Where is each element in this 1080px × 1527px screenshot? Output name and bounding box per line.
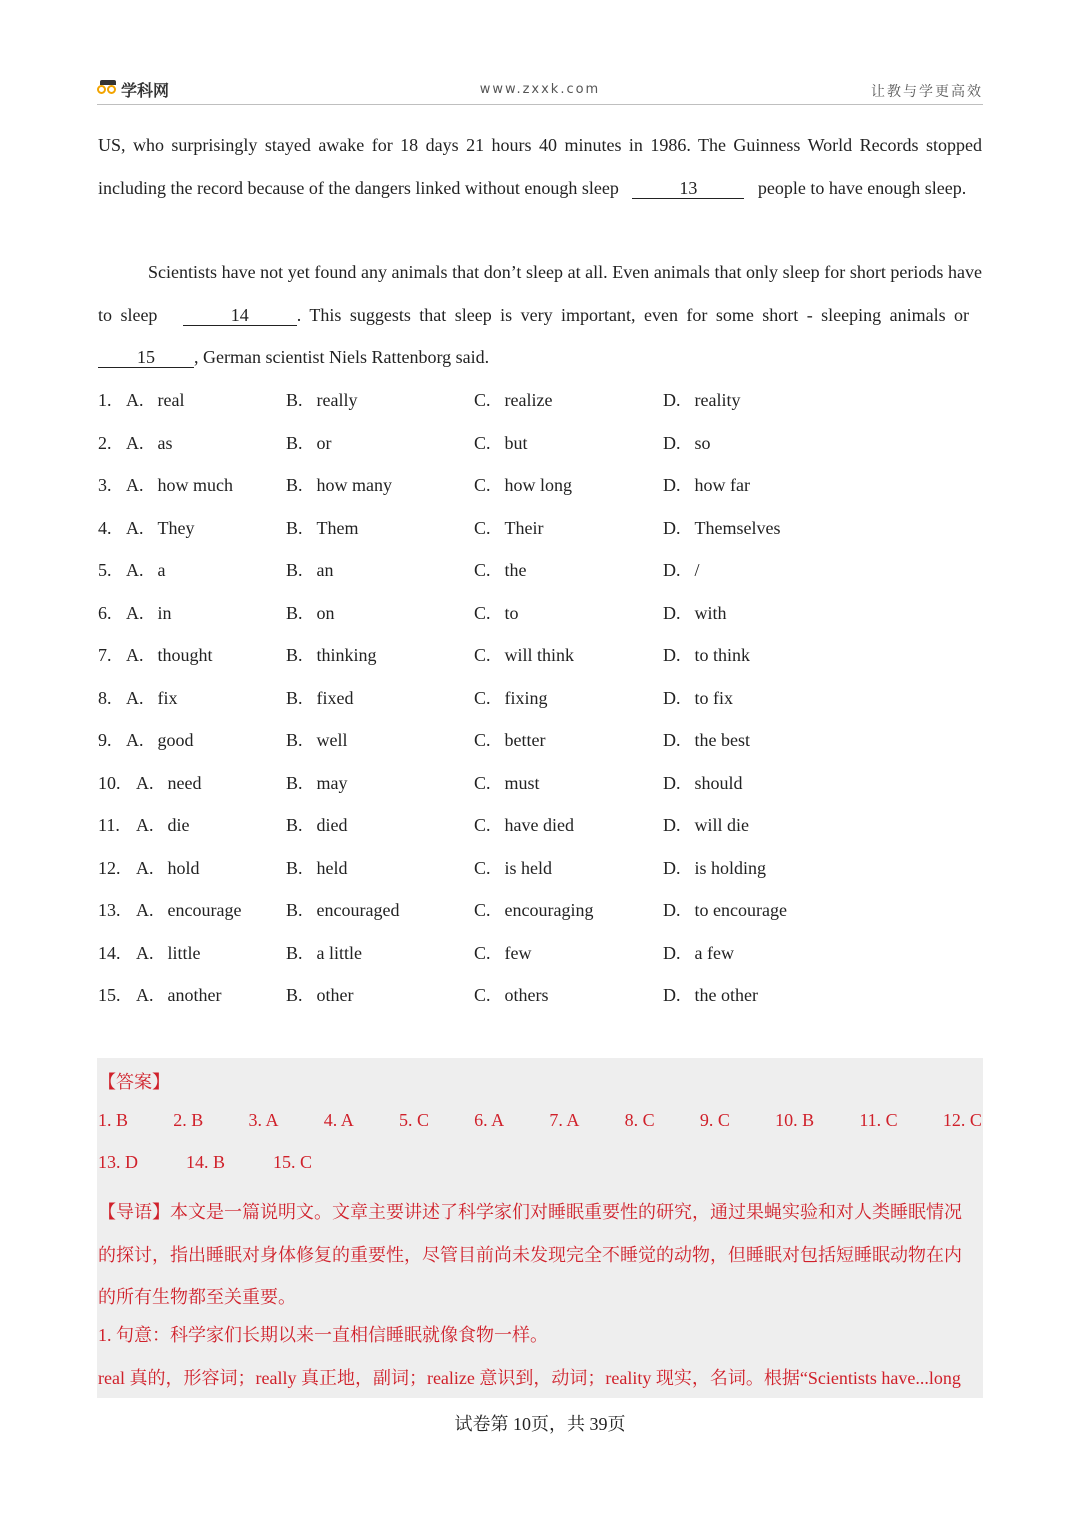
option-a [136, 932, 201, 975]
site-url: www.zxxk.com [479, 82, 601, 97]
option-a [126, 422, 173, 465]
option-b [286, 804, 348, 847]
option-b [286, 592, 335, 635]
option-letter: D. [663, 900, 681, 920]
answer-item: 15. C [273, 1152, 313, 1172]
blank-14: 14 [183, 305, 297, 326]
option-text: the other [694, 985, 758, 1005]
option-text: few [504, 942, 532, 963]
option-c [474, 549, 527, 592]
page-footer: 试卷第 10页，共 39页 [454, 1414, 626, 1434]
answer-note-1: 1. 句意：科学家们长期以来一直相信睡眠就像食物一样。 [98, 1325, 548, 1345]
option-c [474, 592, 519, 635]
option-letter: B. [286, 942, 303, 963]
option-letter: D. [663, 602, 681, 623]
option-text: to encourage [694, 900, 787, 920]
option-row [98, 507, 982, 550]
option-text: so [694, 432, 711, 453]
passage-paragraph-1 [98, 124, 982, 209]
option-letter: A. [126, 687, 144, 708]
option-row [98, 422, 982, 465]
option-text: how many [316, 475, 393, 495]
option-text: fix [157, 687, 178, 708]
option-row [98, 974, 982, 1017]
option-row [98, 677, 982, 720]
option-letter: D. [663, 560, 681, 580]
option-text: reality [694, 390, 741, 410]
passage-text: , German scientist Niels Rattenborg said. [194, 347, 490, 367]
answer-item: 11. C [859, 1110, 898, 1130]
option-letter: B. [286, 857, 303, 878]
question-number: 14. [98, 942, 121, 963]
option-c [474, 719, 546, 762]
question-number: 2. [98, 432, 112, 453]
question-number: 8. [98, 687, 112, 708]
question-number: 11. [98, 815, 120, 835]
option-a [126, 592, 172, 635]
option-c [474, 634, 574, 677]
option-text: on [316, 602, 335, 623]
option-letter: A. [126, 645, 144, 665]
passage-text: . This suggests that sleep is very important, even for some short - sleeping animals or [296, 304, 970, 325]
option-letter: A. [136, 857, 154, 878]
option-text: Themselves [694, 517, 781, 538]
option-text: better [504, 730, 546, 750]
option-text: die [167, 815, 190, 835]
option-text: thought [157, 645, 213, 665]
option-a [126, 677, 178, 720]
option-d [663, 719, 750, 762]
passage-text: Scientists have not yet found any animals that don’t sleep at all. Even animals that only sleep for short periods have to sleep [98, 262, 982, 325]
option-text: must [504, 772, 540, 793]
option-row [98, 762, 982, 805]
option-a [136, 804, 190, 847]
answer-item: 6. A [474, 1110, 505, 1130]
option-letter: D. [663, 390, 681, 410]
option-text: to [504, 602, 519, 623]
option-letter: C. [474, 390, 491, 410]
option-letter: C. [474, 475, 491, 495]
answer-title: 【答案】 [98, 1072, 170, 1092]
option-letter: C. [474, 900, 491, 920]
option-letter: D. [663, 730, 681, 750]
option-text: another [167, 985, 222, 1005]
option-c [474, 507, 544, 550]
answer-item: 1. B [98, 1110, 129, 1130]
option-a [136, 847, 200, 890]
option-d [663, 634, 750, 677]
passage-text: US, who surprisingly stayed awake for 18 days 21 hours 40 minutes in 1986. The Guinness World Records stopped including the record because of the dangers linked without enough sleep [98, 135, 982, 198]
option-d [663, 932, 734, 975]
option-letter: D. [663, 985, 681, 1005]
option-text: other [316, 985, 354, 1005]
option-d [663, 804, 749, 847]
option-a [126, 507, 194, 550]
question-number: 13. [98, 900, 121, 920]
option-row [98, 549, 982, 592]
option-text: to fix [694, 687, 733, 708]
option-letter: B. [286, 900, 303, 920]
option-letter: A. [136, 900, 154, 920]
option-text: good [157, 730, 194, 750]
option-letter: A. [136, 815, 154, 835]
answer-item: 13. D [98, 1152, 138, 1172]
option-text: should [694, 772, 743, 793]
option-b [286, 507, 359, 550]
answer-item: 7. A [549, 1110, 580, 1130]
option-letter: A. [136, 985, 154, 1005]
option-letter: C. [474, 687, 491, 708]
option-text: an [316, 560, 334, 580]
option-b [286, 549, 334, 592]
option-text: well [316, 730, 348, 750]
passage-text: people to have enough sleep. [757, 177, 967, 198]
option-d [663, 677, 733, 720]
question-number: 3. [98, 475, 112, 495]
question-number: 12. [98, 857, 121, 878]
option-letter: C. [474, 815, 491, 835]
option-letter: A. [126, 390, 144, 410]
option-b [286, 847, 348, 890]
option-text: how far [694, 475, 750, 495]
answer-item: 10. B [775, 1110, 815, 1130]
option-c [474, 847, 552, 890]
question-number: 6. [98, 602, 112, 623]
option-a [136, 974, 221, 1017]
option-d [663, 549, 700, 592]
option-a [126, 379, 184, 422]
option-text: a little [316, 942, 362, 963]
option-text: really [316, 390, 358, 410]
option-text: may [316, 772, 348, 793]
option-letter: D. [663, 645, 681, 665]
option-letter: A. [126, 730, 144, 750]
option-d [663, 507, 780, 550]
option-row [98, 464, 982, 507]
option-letter: A. [136, 942, 154, 963]
answer-item: 8. C [624, 1110, 655, 1130]
option-b [286, 889, 399, 932]
option-text: will think [504, 645, 575, 665]
option-text: need [167, 772, 202, 793]
option-c [474, 889, 593, 932]
option-letter: C. [474, 432, 491, 453]
option-a [126, 634, 213, 677]
question-number: 1. [98, 390, 112, 410]
option-letter: C. [474, 772, 491, 793]
option-row [98, 592, 982, 635]
answer-item: 14. B [186, 1152, 226, 1172]
option-letter: A. [126, 475, 144, 495]
option-text: or [316, 432, 332, 453]
option-letter: D. [663, 942, 681, 963]
option-text: They [157, 517, 195, 538]
option-letter: C. [474, 602, 491, 623]
option-text: but [504, 432, 528, 453]
option-b [286, 634, 377, 677]
option-row [98, 719, 982, 762]
option-letter: B. [286, 730, 303, 750]
option-letter: B. [286, 390, 303, 410]
option-b [286, 719, 348, 762]
option-row [98, 847, 982, 890]
option-text: have died [504, 815, 574, 835]
option-letter: B. [286, 645, 303, 665]
answer-item: 9. C [699, 1110, 730, 1130]
option-b [286, 974, 354, 1017]
option-letter: B. [286, 602, 303, 623]
option-b [286, 464, 392, 507]
question-number: 15. [98, 985, 121, 1005]
option-text: to think [694, 645, 751, 665]
option-text: encouraging [504, 900, 594, 920]
option-letter: D. [663, 857, 681, 878]
option-letter: C. [474, 942, 491, 963]
question-number: 9. [98, 730, 112, 750]
option-text: fixed [316, 687, 354, 708]
logo-text: 学科网 [121, 81, 170, 100]
option-letter: A. [126, 432, 144, 453]
option-d [663, 379, 740, 422]
option-row [98, 932, 982, 975]
option-letter: C. [474, 560, 491, 580]
option-c [474, 932, 532, 975]
option-text: the best [694, 730, 750, 750]
option-b [286, 379, 358, 422]
question-number: 10. [98, 772, 121, 793]
option-letter: B. [286, 687, 303, 708]
option-text: hold [167, 857, 200, 878]
answer-item: 4. A [323, 1110, 354, 1130]
option-text: / [694, 560, 700, 580]
option-text: Their [504, 517, 544, 538]
answer-note-2: real 真的，形容词；really 真正地，副词；realize 意识到，动词；reality 现实，名词。根据“Scientists have...long [98, 1368, 961, 1388]
question-number: 7. [98, 645, 112, 665]
option-letter: D. [663, 772, 681, 793]
option-letter: D. [663, 517, 681, 538]
option-letter: B. [286, 517, 303, 538]
question-number: 5. [98, 560, 112, 580]
option-letter: B. [286, 560, 303, 580]
option-d [663, 889, 787, 932]
option-letter: D. [663, 475, 681, 495]
option-c [474, 422, 528, 465]
option-row [98, 634, 982, 677]
option-b [286, 762, 348, 805]
option-letter: A. [126, 517, 144, 538]
answer-item: 2. B [173, 1110, 204, 1130]
option-c [474, 974, 549, 1017]
option-text: little [167, 942, 201, 963]
option-a [126, 464, 233, 507]
option-letter: B. [286, 475, 303, 495]
option-text: a [157, 560, 166, 580]
option-d [663, 464, 750, 507]
option-text: in [157, 602, 172, 623]
answer-guide: 【导语】本文是一篇说明文。文章主要讲述了科学家们对睡眠重要性的研究，通过果蝇实验和对人类睡眠情况的探讨，指出睡眠对身体修复的重要性，尽管目前尚未发现完全不睡觉的动物，但睡眠对包括短睡眠动物在内的所有生物都至关重要。 [98, 1202, 962, 1307]
option-text: held [316, 857, 348, 878]
option-letter: B. [286, 772, 303, 793]
option-text: encourage [167, 900, 242, 920]
option-letter: A. [126, 560, 144, 580]
option-letter: C. [474, 645, 491, 665]
question-options [98, 379, 982, 1017]
answer-item: 3. A [248, 1110, 279, 1130]
option-text: died [316, 815, 348, 835]
option-text: the [504, 560, 527, 580]
option-letter: B. [286, 432, 303, 453]
option-a [136, 762, 201, 805]
option-b [286, 422, 332, 465]
option-a [136, 889, 241, 932]
option-letter: C. [474, 730, 491, 750]
option-d [663, 422, 711, 465]
option-c [474, 677, 548, 720]
option-text: encouraged [316, 900, 400, 920]
option-letter: D. [663, 815, 681, 835]
option-letter: B. [286, 985, 303, 1005]
site-slogan: 让教与学更高效 [871, 84, 983, 100]
option-text: with [694, 602, 727, 623]
answer-list-row-2 [98, 1152, 360, 1173]
option-letter: A. [136, 772, 154, 793]
option-d [663, 847, 766, 890]
option-text: fixing [504, 687, 548, 708]
option-d [663, 592, 727, 635]
option-a [126, 549, 166, 592]
option-text: realize [504, 390, 553, 410]
answer-item: 5. C [398, 1110, 429, 1130]
answer-item: 12. C [942, 1110, 982, 1130]
answer-list-row-1 [98, 1110, 982, 1131]
option-letter: C. [474, 857, 491, 878]
option-text: is holding [694, 857, 767, 878]
option-d [663, 974, 758, 1017]
option-letter: D. [663, 432, 681, 453]
option-b [286, 932, 362, 975]
option-text: how long [504, 475, 573, 495]
option-letter: A. [126, 602, 144, 623]
option-text: is held [504, 857, 553, 878]
passage-paragraph-2 [98, 251, 982, 379]
option-c [474, 804, 574, 847]
option-d [663, 762, 743, 805]
option-row [98, 379, 982, 422]
option-row [98, 889, 982, 932]
option-text: a few [694, 942, 734, 963]
option-text: real [157, 390, 185, 410]
option-c [474, 379, 552, 422]
option-text: others [504, 985, 549, 1005]
option-letter: D. [663, 687, 681, 708]
option-letter: C. [474, 517, 491, 538]
option-a [126, 719, 194, 762]
blank-15: 15 [98, 347, 194, 368]
option-b [286, 677, 354, 720]
option-text: how much [157, 475, 233, 495]
option-text: Them [316, 517, 359, 538]
option-text: thinking [316, 645, 377, 665]
answer-section [97, 1058, 983, 1398]
option-row [98, 804, 982, 847]
blank-13: 13 [632, 178, 744, 199]
option-text: as [157, 432, 173, 453]
page-header [97, 76, 983, 105]
option-letter: B. [286, 815, 303, 835]
option-c [474, 464, 572, 507]
question-number: 4. [98, 517, 112, 538]
option-c [474, 762, 540, 805]
option-text: will die [694, 815, 749, 835]
option-letter: C. [474, 985, 491, 1005]
